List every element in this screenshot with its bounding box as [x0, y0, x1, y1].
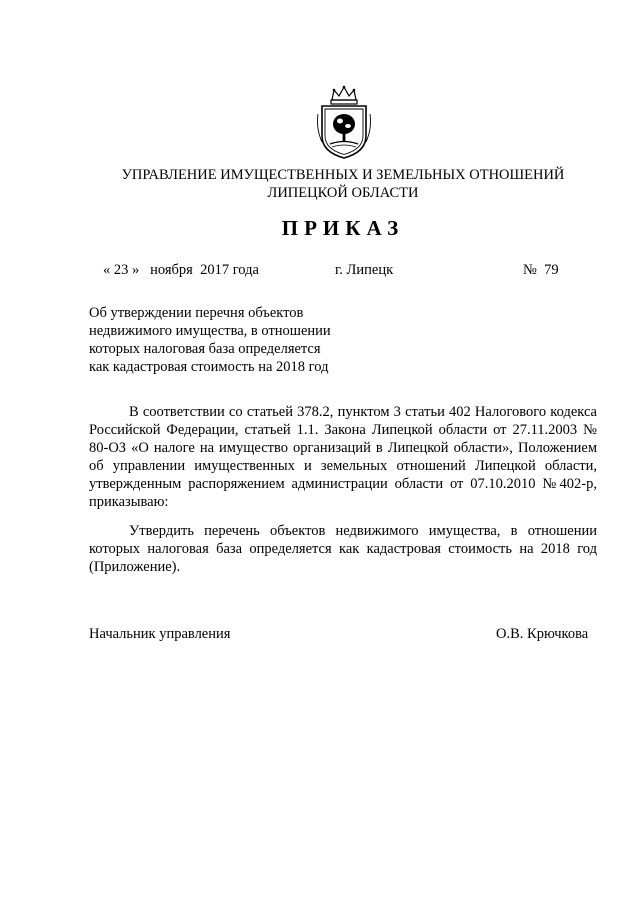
document-title: ПРИКАЗ: [281, 216, 405, 240]
signatory-position: Начальник управления: [89, 626, 231, 642]
coat-of-arms-icon: [314, 84, 374, 160]
subject-line: недвижимого имущества, в отношении: [89, 323, 331, 339]
body-paragraph-basis: В соответствии со статьей 378.2, пунктом 3 статьи 402 Налогового кодекса Российской Федерации, статьей 1.1. Закона Липецкой области от 27.11.2003 № 80-ОЗ «О налоге на имущество организаций в Липецкой области», Положением об управлении имущественных и земельных отношений Липецкой области, утвержденным распоряжением администрации области от 07.10.2010 №402-р, приказываю:: [89, 404, 597, 510]
order-date: « 23 » ноября 2017 года: [103, 262, 259, 278]
subject-line: как кадастровая стоимость на 2018 год: [89, 359, 329, 375]
order-city: г. Липецк: [335, 262, 394, 278]
signatory-name: О.В. Крючкова: [496, 626, 589, 642]
order-subject: [89, 304, 359, 376]
body-paragraph-order: Утвердить перечень объектов недвижимого имущества, в отношении которых налоговая база определяется как кадастровая стоимость на 2018 год (Приложение).: [89, 523, 597, 575]
order-number: № 79: [523, 262, 559, 278]
subject-line: Об утверждении перечня объектов: [89, 305, 304, 321]
organization-name-line-1: УПРАВЛЕНИЕ ИМУЩЕСТВЕННЫХ И ЗЕМЕЛЬНЫХ ОТНОШЕНИЙ: [121, 167, 565, 183]
subject-line: которых налоговая база определяется: [89, 341, 321, 357]
organization-name-line-2: ЛИПЕЦКОЙ ОБЛАСТИ: [267, 185, 419, 201]
